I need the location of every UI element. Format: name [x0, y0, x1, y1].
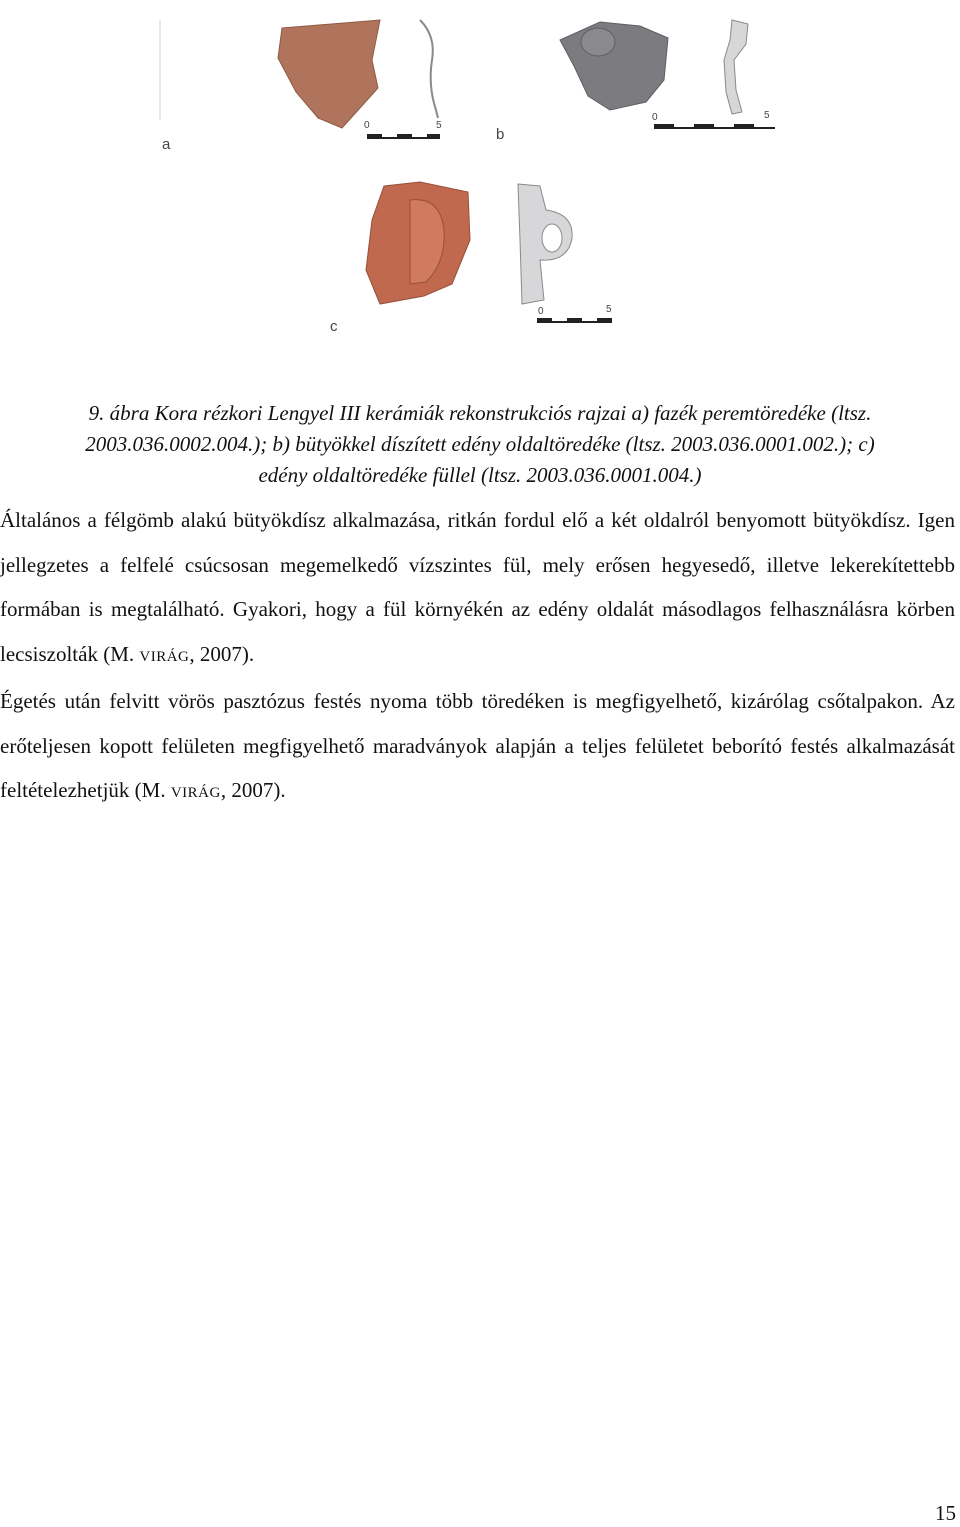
caption-line-3: edény oldaltöredéke füllel (ltsz. 2003.036.0001.004.) — [258, 463, 702, 487]
scale-c-five: 5 — [606, 304, 612, 315]
knob-decoration — [581, 28, 615, 56]
sherd-b-photo — [560, 22, 668, 110]
citation-year: , 2007). — [189, 641, 255, 666]
panel-label-b: b — [496, 126, 505, 143]
paragraph-2 — [0, 679, 955, 816]
scale-b-zero: 0 — [652, 112, 658, 123]
scale-a-zero: 0 — [364, 120, 370, 131]
figure-9 — [0, 0, 960, 380]
profile-b — [724, 20, 748, 114]
caption-line-2: 2003.036.0002.004.); b) bütyökkel díszített edény oldaltöredéke (ltsz. 2003.036.0001.002.); c) — [85, 432, 875, 456]
scale-bar-a — [367, 134, 440, 139]
sherd-a-photo — [278, 20, 380, 128]
paragraph-2-text: Égetés után felvitt vörös pasztózus festés nyoma több töredéken is megfigyelhető, kizárólag csőtalpakon. Az erőteljesen kopott felületen megfigyelhető maradványok alapján a teljes felületet beborító festés alkalmazását feltételezhetjük (M. — [0, 689, 955, 802]
scale-b-five: 5 — [764, 110, 770, 121]
scale-a-five: 5 — [436, 120, 442, 131]
body-text — [0, 498, 955, 816]
page-number: 15 — [935, 1501, 956, 1525]
scale-bar-b — [654, 124, 775, 129]
paragraph-1-text: Általános a félgömb alakú bütyökdísz alkalmazása, ritkán fordul elő a két oldalról benyomott bütyökdísz. Igen jellegzetes a felfelé csúcsosan megemelkedő vízszintes fül, mely erősen hegyesedő, illetve lekerekítettebb formában is megtalálható. Gyakori, hogy a fül környékén az edény oldalát másodlagos felhasználásra körben lecsiszolták (M. — [0, 508, 955, 666]
scale-bar-c — [537, 318, 612, 323]
paragraph-1 — [0, 498, 955, 679]
citation-author: VIRÁG — [170, 785, 221, 801]
caption-line-1: 9. ábra Kora rézkori Lengyel III kerámiák rekonstrukciós rajzai a) fazék peremtöredéke (ltsz. — [88, 401, 872, 425]
citation-year: , 2007). — [220, 778, 286, 802]
profile-c-handle-hole — [542, 224, 562, 252]
figure-caption — [0, 398, 960, 491]
panel-label-c: c — [330, 318, 338, 335]
panel-label-a: a — [162, 136, 171, 153]
profile-a-rim — [420, 20, 438, 118]
citation-author: VIRÁG — [139, 648, 190, 665]
scale-c-zero: 0 — [538, 306, 544, 317]
figure-illustration — [0, 0, 960, 380]
